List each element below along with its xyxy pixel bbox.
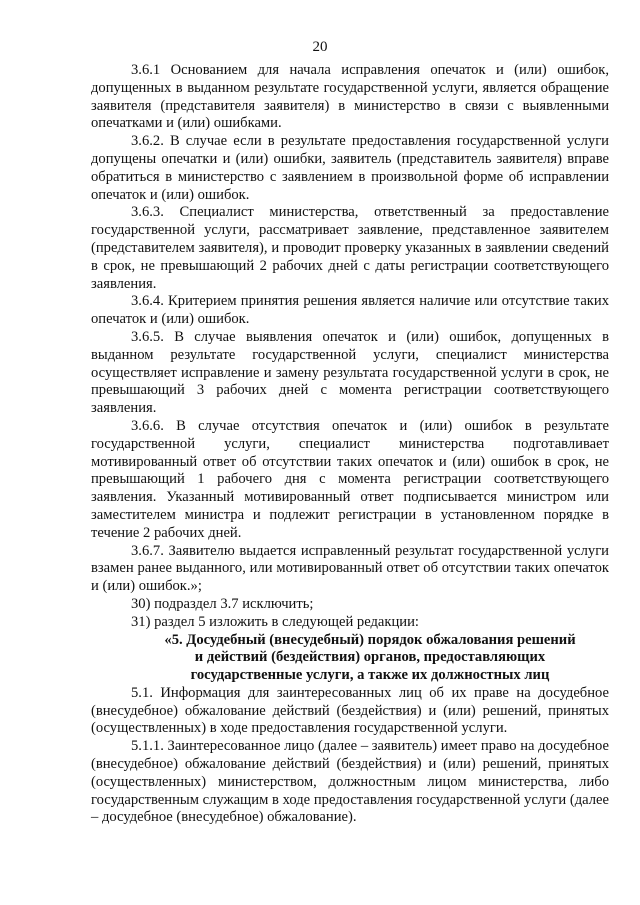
document-body (91, 62, 609, 827)
paragraph-3-6-1: 3.6.1 Основанием для начала исправления опечаток и (или) ошибок, допущенных в выданном результате государственной услуги, является обращение заявителя (представителя заявителя) в министерство в связи с выявленными опечатками и (или) ошибками. (91, 62, 609, 132)
section-heading-line: «5. Досудебный (внесудебный) порядок обжалования решений (164, 631, 576, 648)
paragraph-3-6-7: 3.6.7. Заявителю выдается исправленный результат государственной услуги взамен ранее выданного, или мотивированный ответ об отсутствии таких опечаток и (или) ошибок.»; (91, 542, 609, 595)
paragraph-3-6-3: 3.6.3. Специалист министерства, ответственный за предоставление государственной услуги, рассматривает заявление, представленное заявителем (представителем заявителя), и проводит проверку указанных в заявлении сведений в срок, не превышающий 2 рабочих дней с даты регистрации соответствующего заявления. (91, 204, 609, 292)
page-number: 20 (312, 39, 328, 55)
paragraph-3-6-2: 3.6.2. В случае если в результате предоставления государственной услуги допущены опечатки и (или) ошибки, заявитель (представитель заявителя) вправе обратиться в министерство с заявлением в произвольной форме об исправлении опечаток и (или) ошибок. (91, 133, 609, 203)
paragraph-3-6-5: 3.6.5. В случае выявления опечаток и (или) ошибок, допущенных в выданном результате государственной услуги, специалист министерства осуществляет исправление и замену результата государственной услуги в срок, не превышающий 3 рабочих дней с момента регистрации соответствующего заявления. (91, 328, 609, 417)
paragraph-3-6-4: 3.6.4. Критерием принятия решения является наличие или отсутствие таких опечаток и (или) ошибок. (91, 293, 609, 328)
section-heading-line: и действий (бездействия) органов, предоставляющих (194, 649, 546, 666)
paragraph-5-1: 5.1. Информация для заинтересованных лиц об их праве на досудебное (внесудебное) обжалование действий (бездействия) и (или) решений, принятых (осуществленных) в ходе предоставления государственной услуги. (91, 684, 609, 737)
section-heading-line: государственные услуги, а также их должностных лиц (190, 667, 550, 684)
paragraph-5-1-1: 5.1.1. Заинтересованное лицо (далее – заявитель) имеет право на досудебное (внесудебное) обжалование действий (бездействия) и (или) решений, принятых (осуществленных) министерством, должностным лицом министерства, либо государственным служащим в ходе предоставления государственной услуги (далее – досудебное (внесудебное) обжалование). (91, 738, 609, 826)
amendment-item-30: 30) подраздел 3.7 исключить; (131, 595, 314, 612)
paragraph-3-6-6: 3.6.6. В случае отсутствия опечаток и (или) ошибок в результате государственной услуги, специалист министерства подготавливает мотивированный ответ об отсутствии таких опечаток и (или) ошибок в срок, не превышающий 1 рабочего дня с момента регистрации соответствующего заявления. Указанный мотивированный ответ подписывается министром или заместителем министра и подлежит регистрации в установленном порядке в течение 2 рабочих дней. (91, 417, 609, 541)
section-5-heading (91, 632, 609, 685)
amendment-item-31: 31) раздел 5 изложить в следующей редакции: (131, 613, 419, 630)
